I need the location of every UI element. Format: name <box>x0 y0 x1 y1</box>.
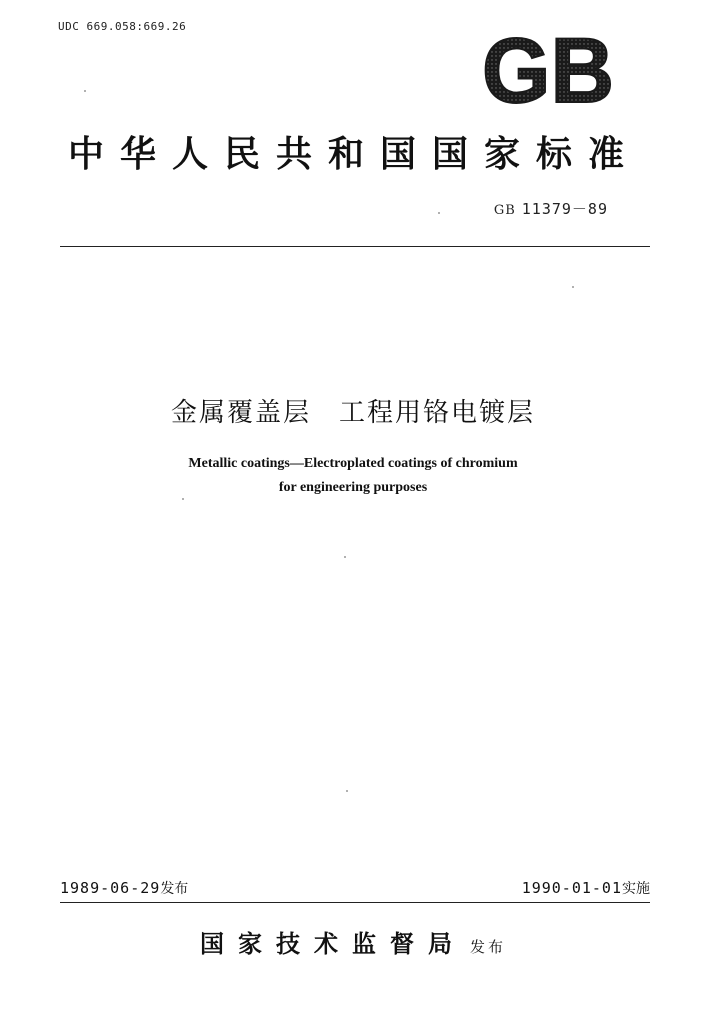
effective-date-suffix: 实施 <box>622 881 650 897</box>
scan-speck <box>182 498 184 500</box>
gb-logo-text: GB <box>482 30 614 108</box>
scan-speck <box>438 212 440 214</box>
issue-date-suffix: 发布 <box>160 881 189 897</box>
issuer-suffix: 发布 <box>469 938 506 956</box>
title-english-line2: for engineering purposes <box>278 480 428 495</box>
issue-date-value: 1989-06-29 <box>60 879 161 897</box>
bottom-divider <box>60 902 650 903</box>
issue-date <box>60 878 188 898</box>
standard-number <box>494 198 608 219</box>
scan-speck <box>346 790 348 792</box>
standard-number-value: 11379－89 <box>521 200 608 218</box>
effective-date-value: 1990-01-01 <box>521 879 622 897</box>
issuer <box>0 924 706 959</box>
title-english <box>0 452 706 500</box>
gb-logo <box>478 30 618 108</box>
scan-speck <box>84 90 86 92</box>
issuer-name: 国家技术监督局 <box>199 929 466 958</box>
scan-speck <box>572 286 574 288</box>
top-divider <box>60 246 650 247</box>
udc-code: UDC 669.058:669.26 <box>58 20 187 33</box>
scan-speck <box>344 556 346 558</box>
effective-date <box>522 878 650 898</box>
title-english-line1: Metallic coatings—Electroplated coatings of chromium <box>188 456 518 471</box>
title-chinese: 金属覆盖层 工程用铬电镀层 <box>170 398 535 428</box>
national-standard-heading: 中华人民共和国国家标准 <box>68 133 641 175</box>
standard-number-prefix: GB <box>493 203 516 218</box>
